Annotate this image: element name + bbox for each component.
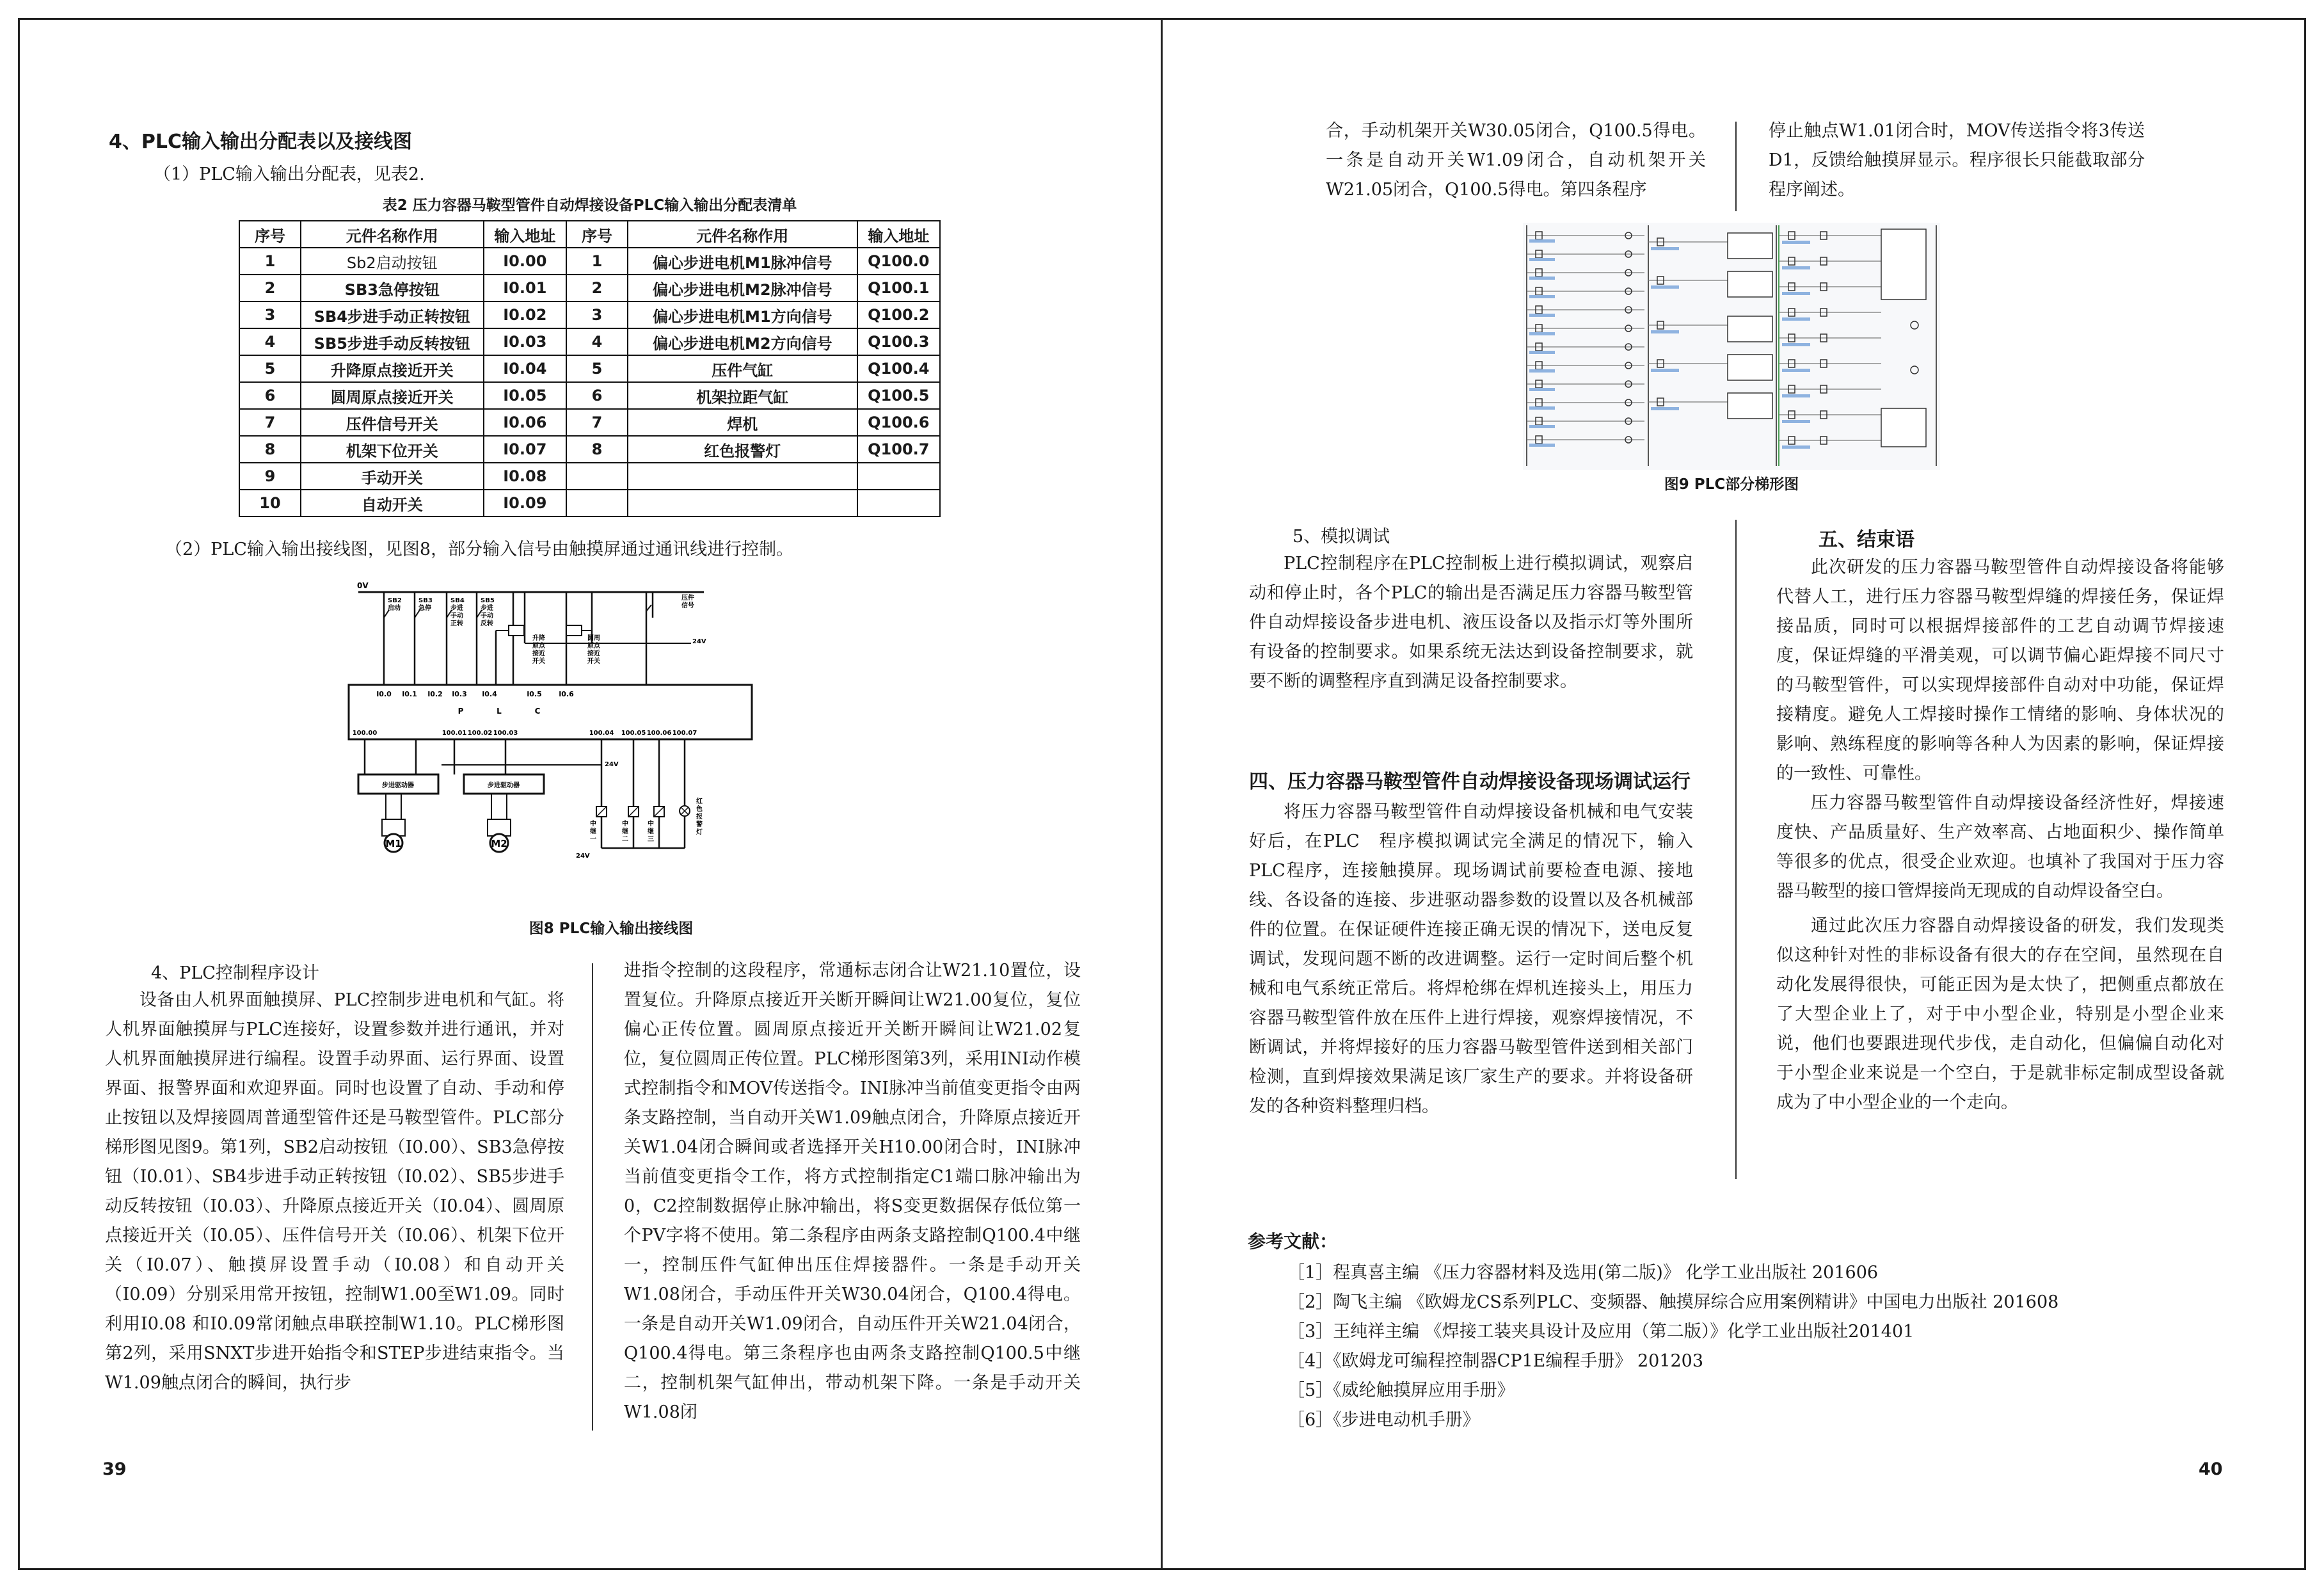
table-cell: 6 (239, 382, 301, 409)
switch-label: 手动 (450, 613, 463, 620)
simulation-title: 5、模拟调试 (1293, 527, 1390, 547)
table-cell: 压件信号开关 (301, 409, 484, 436)
switch-label: 启动 (388, 605, 401, 612)
output-address-label: 100.04 (589, 730, 614, 737)
comment-tag (1529, 369, 1555, 373)
sensor-1 (509, 625, 524, 636)
comment-tag (1529, 425, 1555, 428)
book-spine (1161, 18, 1163, 1570)
left-column-2-text: 进指令控制的这段程序，常通标志闭合让W21.10置位，设置复位。升降原点接近开关断开瞬间让W21.00复位，复位偏心正传位置。圆周原点接近开关断开瞬间让W21.02复位，复位圆周正传位置。PLC梯形图第3列，采用INI动作模式控制指令和MOV传送指令。INI脉冲当前值变更指令由两条支路控制，当自动开关W1.09触点闭合，升降原点接近开关W1.04闭合瞬间或者选择开关H10.00闭合时，INI脉冲当前值变更指令工作，将方式控制指定C1端口脉冲输出为0，C2控制数据停止脉冲输出，将S变更数据保存低位第一个PV字将不使用。第二条程序由两条支路控制Q100.4中继一，控制压件气缸伸出压住焊接器件。一条是手动开关W1.08闭合，手动压件开关W30.04闭合，Q100.4得电。一条是自动开关W1.09闭合，自动压件开关W21.04闭合，Q100.4得电。第三条程序也由两条支路控制Q100.5中继二，控制机架气缸伸出，带动机架下降。一条是手动开关W1.08闭 (624, 961, 1081, 1422)
table-cell: Q100.0 (857, 248, 940, 275)
table-cell: 焊机 (628, 409, 857, 436)
table-cell (628, 463, 857, 490)
comment-tag (1651, 407, 1679, 410)
right-top-column-2-text: 停止触点W1.01闭合时，MOV传送指令将3传送D1，反馈给触摸屏显示。程序很长只能截取部分程序阐述。 (1769, 121, 2145, 200)
sensor-1-label: 接近 (532, 650, 545, 657)
switch-label: SB2 (388, 597, 402, 604)
table-cell: I0.09 (484, 490, 566, 517)
table-cell: 手动开关 (301, 463, 484, 490)
comment-tag (1529, 258, 1555, 261)
page-number-right: 40 (2199, 1459, 2223, 1479)
instruction-box (1728, 233, 1772, 259)
relay-label: 继 (622, 828, 628, 835)
table-cell: 偏心步进电机M1脉冲信号 (628, 248, 857, 275)
label-0v: 0V (357, 581, 369, 590)
table-cell: I0.08 (484, 463, 566, 490)
comment-tag (1782, 445, 1810, 449)
table-row (239, 409, 940, 436)
conclusion-text: 此次研发的压力容器马鞍型管件自动焊接设备将能够代替人工，进行压力容器马鞍型焊缝的焊接任务，保证焊接品质，同时可以根据焊接部件的工艺自动调节焊接速度，保证焊缝的平滑美观，可以调节偏心距焊接不同尺寸的马鞍型管件，可以实现焊接部件自动对中功能，保证焊接精度。避免人工焊接时操作工情绪的影响、身体状况的影响、熟练程度的影响等各种人为因素的影响，保证焊接的一致性、可靠性。 压力容器马鞍型管件自动焊接设备经济性好，焊接速度快、产品质量好、生产效率高、占地面积少、操作简单等很多的优点，很受企业欢迎。也填补了我国对于压力容器马鞍型的接口管焊接尚无现成的自动焊设备空白。 通过此次压力容器自动焊接设备的研发，我们发现类似这种针对性的非标设备有很大的存在空间，虽然现在自动化发展得很快，可能正因为是太快了，把侧重点都放在了大型企业上了，对于中小型企业，特别是小型企业来说，他们也要跟进现代步伐，走自动化，但偏偏自动化对于小型企业来说是一个空白，于是就非标定制成型设备就成为了中小型企业的一个走向。 (1776, 557, 2224, 1112)
sensor-2 (566, 625, 582, 636)
table-cell: 8 (566, 436, 628, 463)
input-address-label: I0.1 (402, 690, 417, 698)
input-address-label: I0.2 (427, 690, 443, 698)
comment-tag (1782, 343, 1810, 346)
switch-label: SB3 (418, 597, 433, 604)
sensor-2-label: 圆周 (587, 635, 600, 642)
relay-label: 中 (590, 821, 596, 828)
reference-item: ［5］《威纶触摸屏应用手册》 (1287, 1381, 1515, 1400)
mov-instruction-box (1881, 408, 1926, 447)
section-4-onsite-title: 四、压力容器马鞍型管件自动焊接设备现场调试运行 (1249, 771, 1691, 793)
table-cell: Q100.7 (857, 436, 940, 463)
table-row (239, 382, 940, 409)
label-24v-2: 24V (605, 761, 619, 768)
alarm-lamp-label: 色 (696, 806, 703, 813)
table-cell: Q100.2 (857, 301, 940, 328)
input-address-label: I0.5 (527, 690, 542, 698)
table-intro: （1）PLC输入输出分配表，见表2. (154, 164, 425, 184)
reference-item: ［4］《欧姆龙可编程控制器CP1E编程手册》 201203 (1287, 1351, 1704, 1371)
table-cell: 偏心步进电机M2方向信号 (628, 328, 857, 355)
relay-label: 二 (622, 836, 628, 843)
table-cell (566, 490, 628, 517)
page-number-left: 39 (102, 1459, 127, 1479)
table-header-cell: 序号 (566, 221, 628, 248)
table-cell: I0.06 (484, 409, 566, 436)
comment-tag (1782, 241, 1810, 244)
io-table (239, 220, 941, 517)
table-header-cell: 输入地址 (484, 221, 566, 248)
column-divider (592, 963, 593, 1431)
section-5-title: 五、结束语 (1819, 529, 1914, 551)
table-row (239, 248, 940, 275)
table-row (239, 275, 940, 301)
table-cell: Q100.6 (857, 409, 940, 436)
relay-label: 中 (622, 821, 628, 828)
table-cell: 压件气缸 (628, 355, 857, 382)
comment-tag (1529, 388, 1555, 391)
table-cell: I0.00 (484, 248, 566, 275)
table-header-cell: 输入地址 (857, 221, 940, 248)
figure-8-wiring-diagram (346, 579, 877, 912)
reference-item: ［6］《步进电动机手册》 (1287, 1410, 1480, 1430)
table-row (239, 301, 940, 328)
table-cell: 9 (239, 463, 301, 490)
table-cell: 10 (239, 490, 301, 517)
instruction-box (1728, 271, 1772, 297)
alarm-lamp-label: 红 (696, 798, 703, 805)
wiring-intro: （2）PLC输入输出接线图，见图8，部分输入信号由触摸屏通过通讯线进行控制。 (165, 540, 794, 559)
comment-tag (1782, 420, 1810, 423)
references-title: 参考文献： (1248, 1231, 1338, 1252)
label-24v-3: 24V (576, 853, 590, 860)
comment-tag (1529, 444, 1555, 447)
section-4-title: 4、PLC输入输出分配表以及接线图 (109, 131, 412, 153)
table-row (239, 463, 940, 490)
table-cell: 7 (566, 409, 628, 436)
column-divider-right (1735, 520, 1737, 1179)
instruction-box (1728, 355, 1772, 380)
table-row (239, 490, 940, 517)
table-cell: 自动开关 (301, 490, 484, 517)
table-cell: 2 (239, 275, 301, 301)
input-address-label: I0.6 (559, 690, 574, 698)
comment-tag (1529, 314, 1555, 317)
input-address-label: I0.4 (482, 690, 497, 698)
figure-9-caption: 图9 PLC部分梯形图 (1664, 476, 1799, 493)
comment-tag (1529, 239, 1555, 243)
comment-tag (1529, 406, 1555, 410)
table-cell: 4 (566, 328, 628, 355)
table-cell: 1 (566, 248, 628, 275)
table-cell: I0.03 (484, 328, 566, 355)
table-cell: 1 (239, 248, 301, 275)
switch-label: 反转 (481, 620, 493, 627)
table-cell: Q100.5 (857, 382, 940, 409)
switch-label: 急停 (418, 605, 431, 612)
switch-label: SB5 (481, 597, 495, 604)
table-cell (628, 490, 857, 517)
relay-label: 三 (648, 836, 654, 843)
alarm-lamp-label: 警 (696, 821, 703, 828)
switch-label: 手动 (481, 613, 493, 620)
motor-label: M1 (385, 838, 402, 849)
output-address-label: 100.06 (646, 730, 672, 737)
alarm-lamp-label: 报 (696, 814, 703, 821)
table-row (239, 355, 940, 382)
table-cell: I0.01 (484, 275, 566, 301)
input-address-label: I0.3 (452, 690, 467, 698)
driver-label: 步进驱动器 (488, 782, 520, 789)
ladder-background (1523, 223, 1940, 470)
label-24v: 24V (692, 638, 706, 645)
sensor-1-label: 开关 (532, 658, 545, 665)
table-cell: 红色报警灯 (628, 436, 857, 463)
table-cell: 偏心步进电机M1方向信号 (628, 301, 857, 328)
table-cell: I0.07 (484, 436, 566, 463)
table-cell: SB3急停按钮 (301, 275, 484, 301)
table-cell: I0.05 (484, 382, 566, 409)
table-cell: I0.02 (484, 301, 566, 328)
table-cell (857, 463, 940, 490)
table-cell: 7 (239, 409, 301, 436)
sensor-2-label: 接近 (587, 650, 600, 657)
relay-label: 中 (648, 821, 654, 828)
instruction-box (1728, 316, 1772, 342)
comment-tag (1782, 369, 1810, 372)
table-header-cell: 序号 (239, 221, 301, 248)
comment-tag (1651, 369, 1679, 372)
figure-9-ladder-diagram (1523, 223, 1940, 470)
table-cell: Q100.3 (857, 328, 940, 355)
output-address-label: 100.00 (352, 730, 378, 737)
table-cell: 5 (566, 355, 628, 382)
table-cell: SB4步进手动正转按钮 (301, 301, 484, 328)
comment-tag (1529, 277, 1555, 280)
table-cell: 4 (239, 328, 301, 355)
table-cell (566, 463, 628, 490)
output-address-label: 100.05 (621, 730, 646, 737)
instruction-box (1728, 393, 1772, 419)
table-cell: 升降原点接近开关 (301, 355, 484, 382)
table-header-cell: 元件名称作用 (301, 221, 484, 248)
table-caption: 表2 压力容器马鞍型管件自动焊接设备PLC输入输出分配表清单 (382, 197, 797, 214)
table-cell: Q100.1 (857, 275, 940, 301)
table-cell: 6 (566, 382, 628, 409)
sensor-1-label: 升降 (532, 635, 545, 642)
figure-8-caption: 图8 PLC输入输出接线图 (529, 920, 694, 937)
plc-letter: C (534, 707, 541, 716)
table-cell: 机架下位开关 (301, 436, 484, 463)
simulation-text: PLC控制程序在PLC控制板上进行模拟调试，观察启动和停止时，各个PLC的输出是否满足压力容器马鞍型管件自动焊接设备步进电机、液压设备以及指示灯等外围所有设备的控制要求。如果系统无法达到设备控制要求，就要不断的调整程序直到满足设备控制要求。 (1249, 554, 1693, 691)
table-cell (857, 490, 940, 517)
switch-label: SB4 (450, 597, 465, 604)
output-address-label: 100.07 (672, 730, 697, 737)
plc-letter: L (497, 707, 502, 716)
onsite-text: 将压力容器马鞍型管件自动焊接设备机械和电气安装好后，在PLC 程序模拟调试完全满足的情况下，输入PLC程序，连接触摸屏。现场调试前要检查电源、接地线、各设备的连接、步进驱动器参数的设置以及各机械部件的位置。在保证硬件连接正确无误的情况下，送电反复调试，发现问题不断的改进调整。运行一定时间后整个机械和电气系统正常后。将焊枪绑在焊机连接头上，用压力容器马鞍型管件放在压件上进行焊接，观察焊接情况，不断调试，并将焊接好的压力容器马鞍型管件送到相关部门检测，直到焊接效果满足该厂家生产的要求。并将设备研发的各种资料整理归档。 (1249, 802, 1693, 1116)
comment-tag (1529, 295, 1555, 298)
switch-label: 步进 (481, 605, 493, 612)
table-cell: 机架拉距气缸 (628, 382, 857, 409)
right-top-column-1-text: 合，手动机架开关W30.05闭合，Q100.5得电。一条是自动开关W1.09闭合，自动机架开关W21.05闭合，Q100.5得电。第四条程序 (1326, 121, 1706, 200)
column-divider-top (1735, 122, 1737, 211)
table-cell: 圆周原点接近开关 (301, 382, 484, 409)
comment-tag (1529, 351, 1555, 354)
references-list (1287, 1258, 2247, 1435)
input-address-label: I0.0 (376, 690, 392, 698)
plc-letter: P (458, 707, 464, 716)
table-cell: 5 (239, 355, 301, 382)
sensor-2-label: 开关 (587, 658, 600, 665)
table-header-cell: 元件名称作用 (628, 221, 857, 248)
comment-tag (1782, 292, 1810, 295)
table-cell: Q100.4 (857, 355, 940, 382)
sensor-1-label: 原点 (532, 643, 545, 650)
plc-program-title: 4、PLC控制程序设计 (151, 963, 319, 983)
reference-item: ［3］王纯祥主编 《焊接工装夹具设计及应用（第二版）》化学工业出版社201401 (1287, 1322, 1914, 1342)
switch-label: 正转 (450, 620, 463, 627)
table-cell: 偏心步进电机M2脉冲信号 (628, 275, 857, 301)
comment-tag (1782, 394, 1810, 397)
table-cell: Sb2启动按钮 (301, 248, 484, 275)
table-cell: 8 (239, 436, 301, 463)
table-cell: 3 (239, 301, 301, 328)
comment-tag (1651, 330, 1679, 333)
comment-tag (1529, 332, 1555, 335)
table-cell: I0.04 (484, 355, 566, 382)
relay-label: 一 (590, 836, 596, 843)
alarm-lamp-label: 灯 (696, 829, 703, 836)
table-cell: 3 (566, 301, 628, 328)
comment-tag (1782, 266, 1810, 269)
reference-item: ［2］陶飞主编 《欧姆龙CS系列PLC、变频器、触摸屏综合应用案例精讲》中国电力出版社 201608 (1287, 1292, 2059, 1312)
motor-label: M2 (491, 838, 507, 849)
table-cell: SB5步进手动反转按钮 (301, 328, 484, 355)
table-row (239, 436, 940, 463)
table-cell: 2 (566, 275, 628, 301)
output-address-label: 100.03 (493, 730, 518, 737)
output-address-label: 100.02 (467, 730, 493, 737)
comment-tag (1651, 247, 1679, 250)
press-signal-label: 信号 (681, 602, 694, 609)
comment-tag (1651, 285, 1679, 289)
reference-item: ［1］程真喜主编 《压力容器材料及选用(第二版)》 化学工业出版社 201606 (1287, 1263, 1879, 1283)
output-address-label: 100.01 (442, 730, 467, 737)
left-column-1-text: 设备由人机界面触摸屏、PLC控制步进电机和气缸。将人机界面触摸屏与PLC连接好，设置参数并进行通讯，并对人机界面触摸屏进行编程。设置手动界面、运行界面、设置界面、报警界面和欢迎界面。同时也设置了自动、手动和停止按钮以及焊接圆周普通型管件还是马鞍型管件。PLC部分梯形图见图9。第1列，SB2启动按钮（I0.00）、SB3急停按钮（I0.01）、SB4步进手动正转按钮（I0.02）、SB5步进手动反转按钮（I0.03）、升降原点接近开关（I0.04）、圆周原点接近开关（I0.05）、压件信号开关（I0.06）、机架下位开关（I0.07）、触摸屏设置手动（I0.08）和自动开关（I0.09）分别采用常开按钮，控制W1.00至W1.09。同时利用I0.08 和I0.09常闭触点串联控制W1.10。PLC梯形图第2列，采用SNXT步进开始指令和STEP步进结束指令。当W1.09触点闭合的瞬间，执行步 (105, 990, 564, 1393)
relay-label: 继 (648, 828, 654, 835)
ini-instruction-box (1881, 229, 1926, 300)
driver-label: 步进驱动器 (382, 782, 414, 789)
comment-tag (1782, 317, 1810, 321)
relay-label: 继 (590, 828, 596, 835)
press-signal-label: 压件 (681, 595, 694, 602)
switch-label: 步进 (450, 605, 463, 612)
table-row (239, 328, 940, 355)
sensor-2-label: 原点 (587, 643, 600, 650)
